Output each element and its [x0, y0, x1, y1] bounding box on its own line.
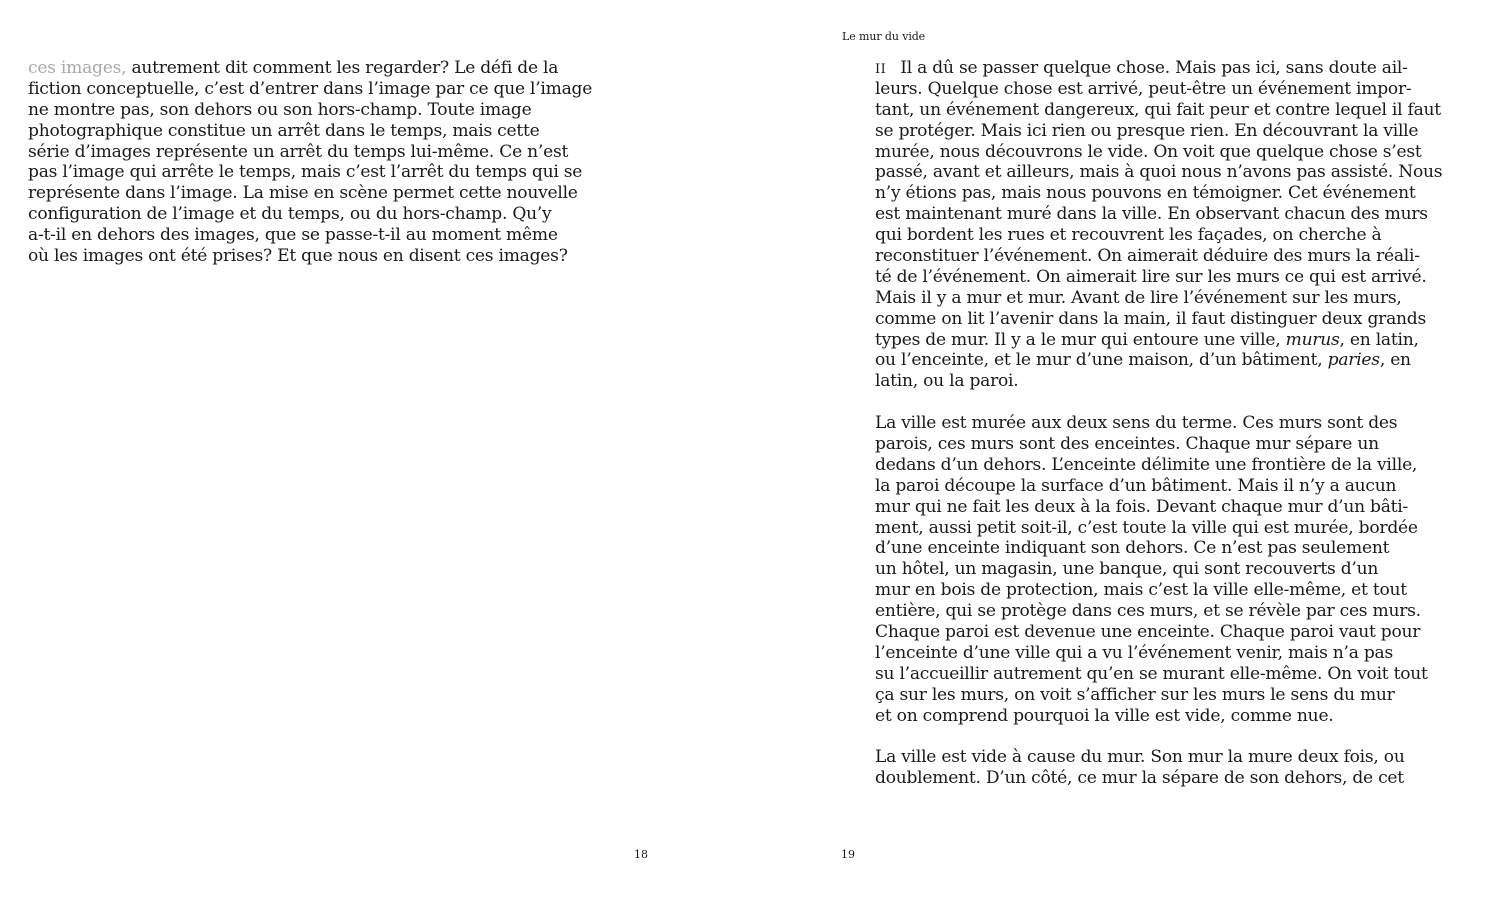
right-p2-line-9: mur en bois de protection, mais c’est la ville elle-même, et tout [875, 580, 1407, 601]
right-p2-line-4: la paroi découpe la surface d’un bâtiment. Mais il n’y a aucun [875, 475, 1397, 496]
right-p2-line-1: La ville est murée aux deux sens du terme. Ces murs sont des [875, 413, 1398, 434]
left-line-7: représente dans l’image. La mise en scène permet cette nouvelle [28, 183, 578, 204]
right-p1-line-11: té de l’événement. On aimerait lire sur les murs ce qui est arrivé. [875, 266, 1427, 287]
right-p2-line-7: d’une enceinte indiquant son dehors. Ce n’est pas seulement [875, 538, 1390, 559]
right-p1-line-8: est maintenant muré dans la ville. En observant chacun des murs [875, 204, 1428, 225]
right-p1-line-2: leurs. Quelque chose est arrivé, peut-être un événement impor- [875, 78, 1412, 99]
right-p2-line-5: mur qui ne fait les deux à la fois. Devant chaque mur d’un bâti- [875, 496, 1409, 517]
right-p1-line-10: reconstituer l’événement. On aimerait déduire des murs la réali- [875, 246, 1420, 267]
right-p2-line-2: parois, ces murs sont des enceintes. Chaque mur sépare un [875, 434, 1379, 455]
section-number: II [875, 62, 887, 77]
right-p1-line-6: passé, avant et ailleurs, mais à quoi nous n’avons pas assisté. Nous [875, 162, 1443, 183]
right-page-body [875, 58, 1442, 789]
right-p1-line-12: Mais il y a mur et mur. Avant de lire l’événement sur les murs, [875, 287, 1402, 308]
right-p1-line-5: murée, nous découvrons le vide. On voit que quelque chose s’est [875, 141, 1422, 162]
left-line-5: série d’images représente un arrêt du temps lui-même. Ce n’est [28, 141, 569, 162]
right-p1-line-15-b: , en [1379, 350, 1411, 371]
faded-lead-text: ces images, [28, 58, 127, 78]
paragraph-gap [875, 392, 1442, 413]
right-p2-line-11: Chaque paroi est devenue une enceinte. Chaque paroi vaut pour [875, 622, 1421, 643]
page-number-right: 19 [841, 848, 855, 861]
left-line-9: a-t-il en dehors des images, que se passe-t-il au moment même [28, 225, 558, 246]
right-p2-line-15: et on comprend pourquoi la ville est vide, comme nue. [875, 705, 1334, 726]
right-p1-line-1 [875, 58, 1442, 79]
right-p1-line-3: tant, un événement dangereux, qui fait peur et contre lequel il faut [875, 99, 1441, 120]
left-line-8: configuration de l’image et du temps, ou du hors-champ. Qu’y [28, 204, 552, 225]
page-number-left: 18 [634, 848, 648, 861]
left-line-4: photographique constitue un arrêt dans le temps, mais cette [28, 120, 540, 141]
left-line-10: où les images ont été prises? Et que nous en disent ces images? [28, 246, 568, 267]
italic-murus: murus [1285, 329, 1340, 350]
right-p3-line-2: doublement. D’un côté, ce mur la sépare de son dehors, de cet [875, 768, 1404, 789]
running-head: Le mur du vide [842, 30, 926, 43]
right-p2-line-10: entière, qui se protège dans ces murs, et se révèle par ces murs. [875, 601, 1421, 622]
left-line-3: ne montre pas, son dehors ou son hors-champ. Toute image [28, 99, 532, 120]
right-p1-line-9: qui bordent les rues et recouvrent les façades, on cherche à [875, 225, 1382, 246]
right-p2-line-14: ça sur les murs, on voit s’afficher sur les murs le sens du mur [875, 684, 1395, 705]
right-p1-line-14-a: types de mur. Il y a le mur qui entoure une ville, [875, 329, 1286, 350]
left-line-1-rest: autrement dit comment les regarder? Le défi de la [126, 58, 559, 78]
paragraph-gap [875, 727, 1442, 748]
right-p2-line-8: un hôtel, un magasin, une banque, qui sont recouverts d’un [875, 559, 1379, 580]
right-p3-line-1: La ville est vide à cause du mur. Son mur la mure deux fois, ou [875, 747, 1405, 768]
right-p1-line-16: latin, ou la paroi. [875, 371, 1019, 392]
right-p2-line-6: ment, aussi petit soit-il, c’est toute la ville qui est murée, bordée [875, 517, 1418, 538]
left-line-1 [28, 58, 592, 79]
right-p1-line-1-text: Il a dû se passer quelque chose. Mais pas ici, sans doute ail- [900, 58, 1408, 78]
right-p1-line-14-b: , en latin, [1339, 329, 1419, 350]
right-p2-line-12: l’enceinte d’une ville qui a vu l’événement venir, mais n’a pas [875, 642, 1393, 663]
right-p2-line-13: su l’accueillir autrement qu’en se murant elle-même. On voit tout [875, 663, 1428, 684]
right-p1-line-13: comme on lit l’avenir dans la main, il faut distinguer deux grands [875, 308, 1426, 329]
right-p1-line-14 [875, 330, 1442, 351]
right-p1-line-15 [875, 350, 1442, 371]
right-p1-line-15-a: ou l’enceinte, et le mur d’une maison, d’un bâtiment, [875, 350, 1328, 371]
left-line-6: pas l’image qui arrête le temps, mais c’est l’arrêt du temps qui se [28, 162, 583, 183]
right-p1-line-7: n’y étions pas, mais nous pouvons en témoigner. Cet événement [875, 183, 1416, 204]
left-page-body [28, 58, 592, 267]
italic-paries: paries [1327, 350, 1380, 371]
right-p1-line-4: se protéger. Mais ici rien ou presque rien. En découvrant la ville [875, 120, 1419, 141]
right-p2-line-3: dedans d’un dehors. L’enceinte délimite une frontière de la ville, [875, 454, 1418, 475]
right-page [743, 0, 1487, 913]
left-page [0, 0, 743, 913]
left-line-2: fiction conceptuelle, c’est d’entrer dans l’image par ce que l’image [28, 78, 593, 99]
